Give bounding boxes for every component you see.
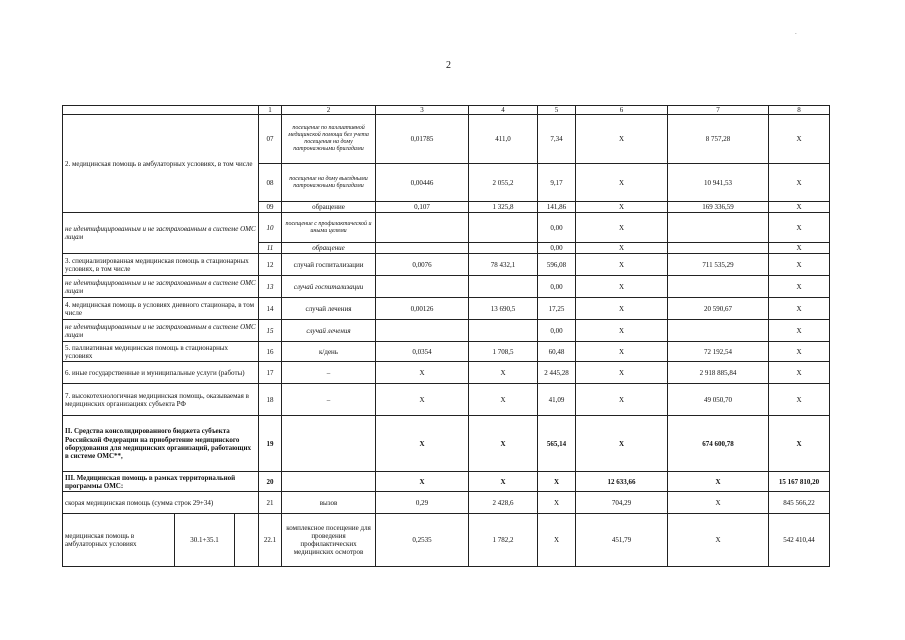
row-code: 11 [259, 243, 282, 254]
cell [469, 243, 538, 254]
cell: 12 633,66 [576, 472, 668, 492]
cell: 0,29 [376, 492, 469, 514]
row-unit: случай лечения [282, 320, 376, 342]
table-row [63, 492, 830, 514]
row-unit: посещение на дому выездными патронажными бригадами [282, 164, 376, 202]
header-row [63, 106, 830, 115]
table-row [63, 514, 830, 567]
cell: 565,14 [538, 416, 576, 472]
header-cell: 2 [282, 106, 376, 115]
cell: 2 055,2 [469, 164, 538, 202]
cell: 0,00 [538, 276, 576, 298]
cell: 411,0 [469, 115, 538, 164]
cell: 0,00 [538, 320, 576, 342]
cell: 451,79 [576, 514, 668, 567]
cell: X [576, 164, 668, 202]
cell: 1 782,2 [469, 514, 538, 567]
row-code: 21 [259, 492, 282, 514]
row-label: не идентифицированным и не застрахованным в системе ОМС лицам [63, 276, 259, 298]
cell: 15 167 810,20 [769, 472, 830, 492]
row-code: 07 [259, 115, 282, 164]
cell: X [576, 416, 668, 472]
cell: 711 535,29 [668, 254, 769, 276]
cell: 1 325,8 [469, 202, 538, 213]
row-unit: к/день [282, 342, 376, 362]
table-row [63, 298, 830, 320]
cell: 542 410,44 [769, 514, 830, 567]
row-label: 3. специализированная медицинская помощь в стационарных условиях, в том числе [63, 254, 259, 276]
row-code: 10 [259, 213, 282, 243]
empty-cell [235, 514, 259, 567]
cell: X [769, 416, 830, 472]
cell [376, 320, 469, 342]
cell: 0,107 [376, 202, 469, 213]
cell: X [769, 254, 830, 276]
cell: X [576, 342, 668, 362]
cell: X [469, 416, 538, 472]
cell [668, 276, 769, 298]
cell: 41,09 [538, 384, 576, 416]
cell: X [538, 514, 576, 567]
cell: X [576, 243, 668, 254]
row-unit: комплексное посещение для проведения профилактических медицинских осмотров [282, 514, 376, 567]
row-label: 5. паллиативная медицинская помощь в стационарных условиях [63, 342, 259, 362]
cell: X [576, 384, 668, 416]
cell: 60,48 [538, 342, 576, 362]
row-unit: случай госпитализации [282, 254, 376, 276]
cell: X [576, 254, 668, 276]
row-label: 7. высокотехнологичная медицинская помощь, оказываемая в медицинских организациях субъекта РФ [63, 384, 259, 416]
cell: 2 918 885,84 [668, 362, 769, 384]
cell: X [668, 472, 769, 492]
cell [376, 276, 469, 298]
scan-mark: . [795, 28, 797, 36]
header-cell: 8 [769, 106, 830, 115]
cell [668, 243, 769, 254]
cell: X [668, 514, 769, 567]
cell [469, 213, 538, 243]
table-row [63, 472, 830, 492]
row-unit: посещение по паллиативной медицинской помощи без учета посещения на дому патронажными бригадами [282, 115, 376, 164]
cell: 7,34 [538, 115, 576, 164]
header-cell: 4 [469, 106, 538, 115]
table-row [63, 384, 830, 416]
row-label: не идентифицированным и не застрахованным в системе ОМС лицам [63, 320, 259, 342]
cell: X [769, 320, 830, 342]
cell: X [769, 342, 830, 362]
row-unit: посещение с профилактической и иными целями [282, 213, 376, 243]
table-row [63, 320, 830, 342]
row-unit: случай лечения [282, 298, 376, 320]
row-code: 14 [259, 298, 282, 320]
cell: 704,29 [576, 492, 668, 514]
cell: X [576, 115, 668, 164]
cell: 78 432,1 [469, 254, 538, 276]
row-unit: обращение [282, 202, 376, 213]
cell: X [769, 202, 830, 213]
row-code: 08 [259, 164, 282, 202]
header-cell: 3 [376, 106, 469, 115]
row-unit: – [282, 384, 376, 416]
row-label: скорая медицинская помощь (сумма строк 29+34) [63, 492, 259, 514]
cell: X [576, 213, 668, 243]
cell: X [376, 472, 469, 492]
cell [668, 320, 769, 342]
cell: 0,0076 [376, 254, 469, 276]
cell: 674 600,78 [668, 416, 769, 472]
cell: 0,00126 [376, 298, 469, 320]
row-unit: – [282, 362, 376, 384]
cell: X [576, 362, 668, 384]
row-unit: обращение [282, 243, 376, 254]
budget-table [62, 105, 830, 567]
row-unit [282, 416, 376, 472]
cell: 0,0354 [376, 342, 469, 362]
row-label: медицинская помощь в амбулаторных условиях [63, 514, 175, 567]
cell: 8 757,28 [668, 115, 769, 164]
row-sum: 30.1+35.1 [175, 514, 235, 567]
header-cell: 6 [576, 106, 668, 115]
table-row [63, 254, 830, 276]
row-label: II. Средства консолидированного бюджета субъекта Российской Федерации на приобретение медицинского оборудования для медицинских организаций, работающих в системе ОМС**, [63, 416, 259, 472]
cell: X [668, 492, 769, 514]
row-code: 19 [259, 416, 282, 472]
row-code: 09 [259, 202, 282, 213]
row-code: 18 [259, 384, 282, 416]
row-label: 2. медицинская помощь в амбулаторных условиях, в том числе [63, 115, 259, 213]
cell: 0,00 [538, 243, 576, 254]
cell: 10 941,53 [668, 164, 769, 202]
cell: 845 566,22 [769, 492, 830, 514]
cell: 596,08 [538, 254, 576, 276]
cell [668, 213, 769, 243]
cell: X [769, 164, 830, 202]
cell: 169 336,59 [668, 202, 769, 213]
cell: X [769, 384, 830, 416]
cell: X [376, 362, 469, 384]
row-code: 12 [259, 254, 282, 276]
cell: X [769, 276, 830, 298]
cell: X [769, 298, 830, 320]
header-cell: 1 [259, 106, 282, 115]
row-label: 4. медицинская помощь в условиях дневного стационара, в том числе [63, 298, 259, 320]
cell: 0,00446 [376, 164, 469, 202]
cell: X [538, 492, 576, 514]
row-code: 17 [259, 362, 282, 384]
cell: 0,00 [538, 213, 576, 243]
table-row [63, 342, 830, 362]
cell: 1 708,5 [469, 342, 538, 362]
cell [469, 276, 538, 298]
cell: 141,86 [538, 202, 576, 213]
table-row [63, 115, 830, 164]
header-cell: 7 [668, 106, 769, 115]
row-unit [282, 472, 376, 492]
cell: 0,2535 [376, 514, 469, 567]
cell: X [538, 472, 576, 492]
cell: 2 445,28 [538, 362, 576, 384]
cell: 13 690,5 [469, 298, 538, 320]
cell: X [769, 213, 830, 243]
cell: X [769, 115, 830, 164]
cell: X [576, 202, 668, 213]
cell: X [576, 320, 668, 342]
row-label: не идентифицированным и не застрахованным в системе ОМС лицам [63, 213, 259, 254]
cell: 20 590,67 [668, 298, 769, 320]
row-unit: вызов [282, 492, 376, 514]
cell: X [376, 416, 469, 472]
cell: X [576, 298, 668, 320]
row-code: 16 [259, 342, 282, 362]
cell: X [376, 384, 469, 416]
cell [376, 213, 469, 243]
cell [376, 243, 469, 254]
header-cell: 5 [538, 106, 576, 115]
cell: X [576, 276, 668, 298]
cell: 0,01785 [376, 115, 469, 164]
cell: 9,17 [538, 164, 576, 202]
row-label: 6. иные государственные и муниципальные услуги (работы) [63, 362, 259, 384]
cell: 2 428,6 [469, 492, 538, 514]
cell: X [469, 384, 538, 416]
table-row [63, 362, 830, 384]
cell: 72 192,54 [668, 342, 769, 362]
cell: X [469, 472, 538, 492]
cell: X [769, 243, 830, 254]
row-label: III. Медицинская помощь в рамках территориальной программы ОМС: [63, 472, 259, 492]
row-code: 13 [259, 276, 282, 298]
header-label-cell [63, 106, 259, 115]
row-code: 22.1 [259, 514, 282, 567]
row-code: 15 [259, 320, 282, 342]
cell [469, 320, 538, 342]
page-number: 2 [446, 60, 451, 71]
row-code: 20 [259, 472, 282, 492]
table-row [63, 213, 830, 243]
table-row [63, 276, 830, 298]
table-row [63, 416, 830, 472]
cell: 17,25 [538, 298, 576, 320]
row-unit: случай госпитализации [282, 276, 376, 298]
cell: 49 050,70 [668, 384, 769, 416]
cell: X [469, 362, 538, 384]
cell: X [769, 362, 830, 384]
